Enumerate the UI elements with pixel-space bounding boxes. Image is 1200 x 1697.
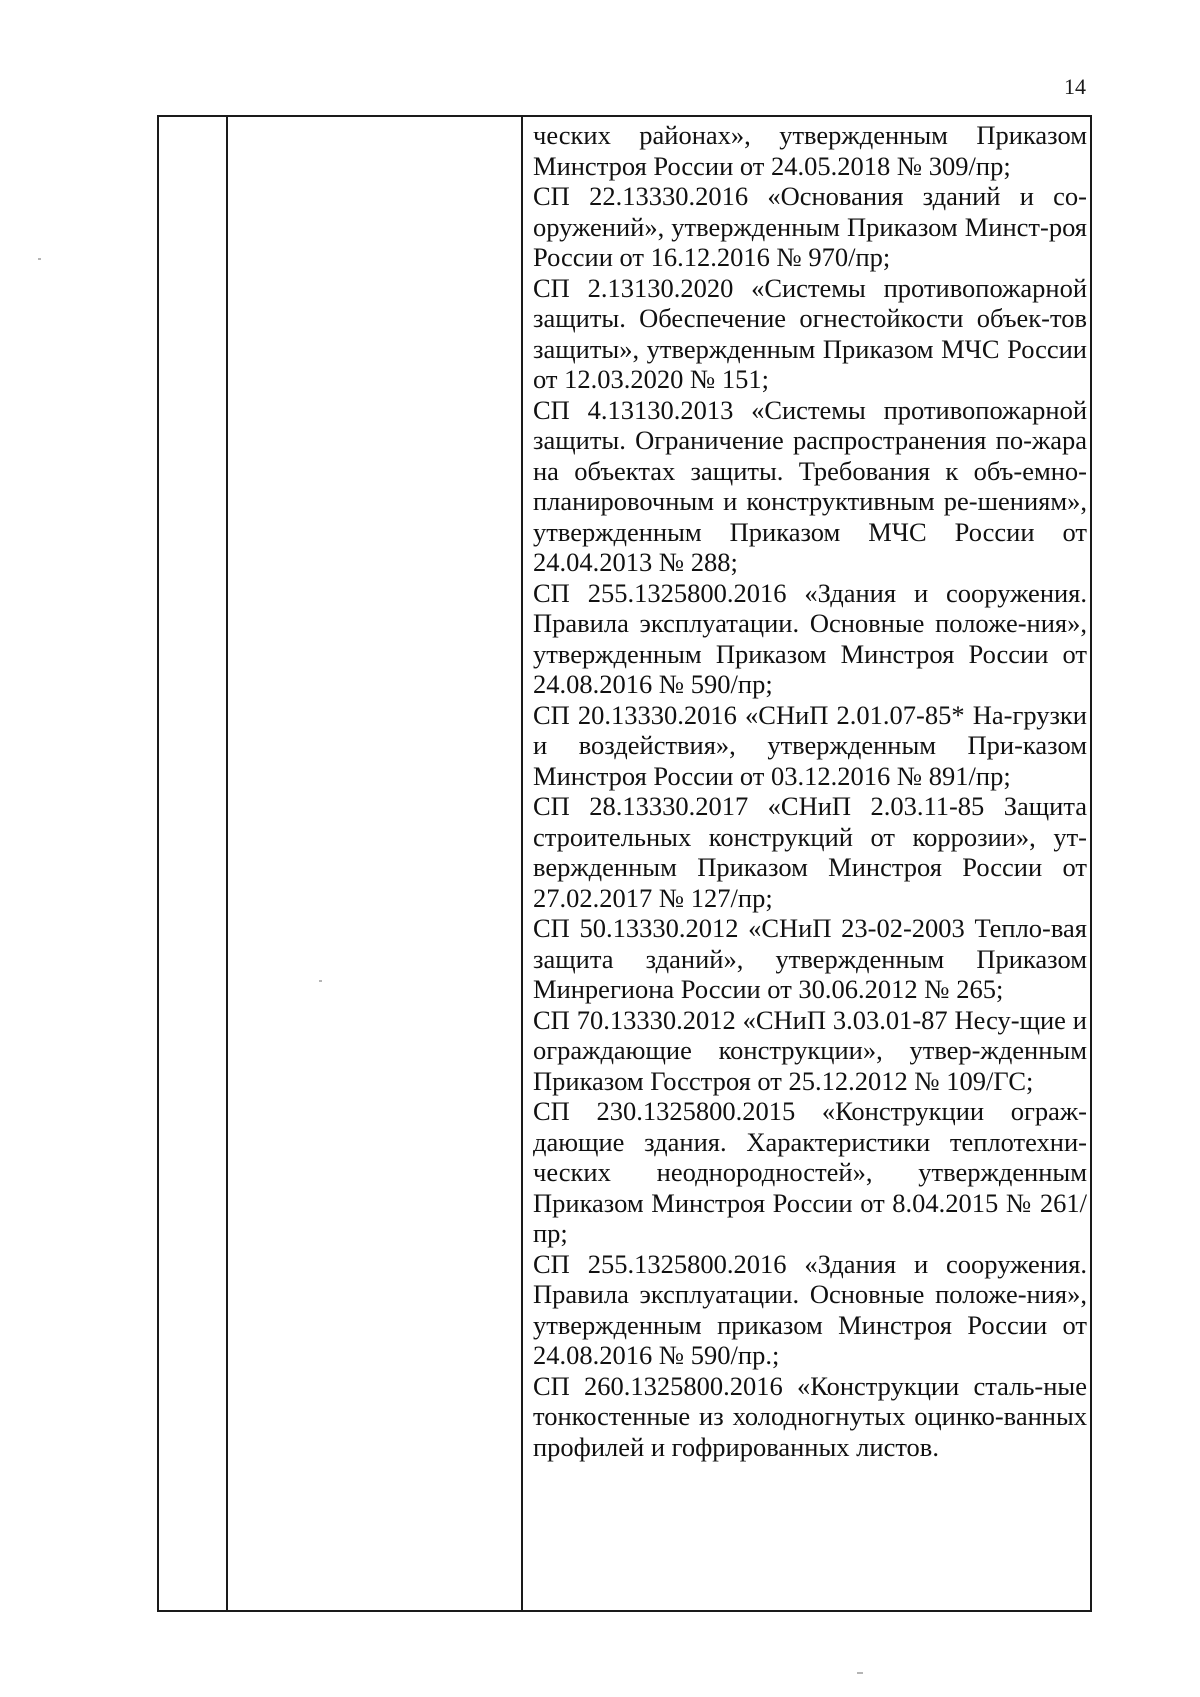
regulation-entry: СП 28.13330.2017 «СНиП 2.03.11-85 Защита строительных конструкций от коррозии», ут-вержденным Приказом Минстроя России от 27.02.2017 № 127/пр;	[533, 791, 1087, 913]
column-divider-1	[226, 117, 228, 1610]
regulation-entry: СП 255.1325800.2016 «Здания и сооружения. Правила эксплуатации. Основные положе-ния», утвержденным Приказом Минстроя России от 24.08.2016 № 590/пр;	[533, 577, 1087, 699]
regulation-entry: СП 260.1325800.2016 «Конструкции сталь-ные тонкостенные из холодногнутых оцинко-ванных профилей и гофрированных листов.	[533, 1370, 1087, 1462]
regulations-cell	[533, 120, 1087, 1462]
regulation-entry: СП 70.13330.2012 «СНиП 3.03.01-87 Несу-щие и ограждающие конструкции», утвер-жденным Приказом Госстроя от 25.12.2012 № 109/ГС;	[533, 1004, 1087, 1096]
scan-speck	[38, 258, 41, 260]
regulation-entry: СП 255.1325800.2016 «Здания и сооружения. Правила эксплуатации. Основные положе-ния», утвержденным приказом Минстроя России от 24.08.2016 № 590/пр.;	[533, 1248, 1087, 1370]
page-number: 14	[1064, 74, 1086, 99]
regulation-entry: СП 230.1325800.2015 «Конструкции ограж-дающие здания. Характеристики теплотехни-ческих неоднородностей», утвержденным Приказом Минстроя России от 8.04.2015 № 261/пр;	[533, 1096, 1087, 1248]
regulation-entry: СП 4.13130.2013 «Системы противопожарной защиты. Ограничение распространения по-жара на объектах защиты. Требования к объ-емно-планировочным и конструктивным ре-шениям», утвержденным Приказом МЧС России от 24.04.2013 № 288;	[533, 394, 1087, 577]
regulation-entry: СП 22.13330.2016 «Основания зданий и со-оружений», утвержденным Приказом Минст-роя России от 16.12.2016 № 970/пр;	[533, 181, 1087, 272]
regulation-entry: СП 2.13130.2020 «Системы противопожарной защиты. Обеспечение огнестойкости объек-тов защиты», утвержденным Приказом МЧС России от 12.03.2020 № 151;	[533, 272, 1087, 394]
scan-speck	[857, 1672, 863, 1674]
regulation-entry: ческих районах», утвержденным Приказом Минстроя России от 24.05.2018 № 309/пр;	[533, 120, 1087, 181]
regulation-entry: СП 50.13330.2012 «СНиП 23-02-2003 Тепло-вая защита зданий», утвержденным Приказом Минрегиона России от 30.06.2012 № 265;	[533, 913, 1087, 1004]
column-divider-2	[521, 117, 523, 1610]
scan-speck	[319, 980, 322, 982]
regulation-entry: СП 20.13330.2016 «СНиП 2.01.07-85* На-грузки и воздействия», утвержденным При-казом Минстроя России от 03.12.2016 № 891/пр;	[533, 699, 1087, 791]
document-table	[157, 115, 1092, 1612]
